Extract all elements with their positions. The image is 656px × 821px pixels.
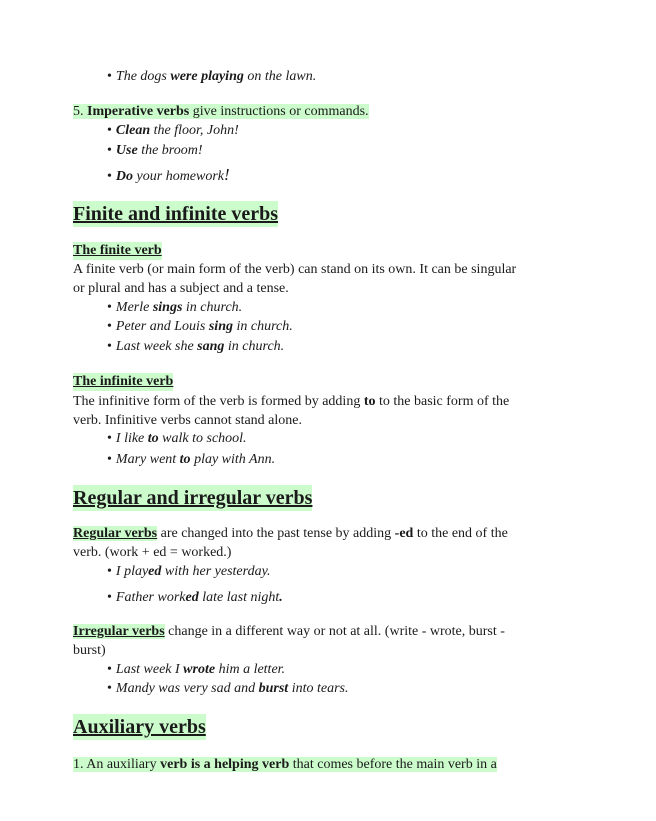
example-bullet: • Last week I wrote him a letter. xyxy=(107,662,286,677)
paragraph-line: A finite verb (or main form of the verb) can stand on its own. It can be singular xyxy=(73,262,517,277)
paragraph-line: The infinitive form of the verb is formed by adding to to the basic form of the xyxy=(73,394,510,409)
example-bullet: • The dogs were playing on the lawn. xyxy=(107,69,317,84)
regular-verbs-term: Regular verbs xyxy=(73,526,158,541)
example-bullet: • I played with her yesterday. xyxy=(107,564,271,579)
example-bullet: • Do your homework! xyxy=(107,165,230,184)
imperative-definition: 5. Imperative verbs give instructions or commands. xyxy=(73,104,369,119)
paragraph-line: Regular verbs are changed into the past tense by adding -ed to the end of the xyxy=(73,526,508,541)
paragraph-line: verb. (work + ed = worked.) xyxy=(73,545,232,560)
paragraph-line: verb. Infinitive verbs cannot stand alone. xyxy=(73,413,302,428)
example-bullet: • Mandy was very sad and burst into tears. xyxy=(107,681,349,696)
example-bullet: • Use the broom! xyxy=(107,143,203,158)
paragraph-line: or plural and has a subject and a tense. xyxy=(73,281,289,296)
example-bullet: • Merle sings in church. xyxy=(107,300,243,315)
section-heading-auxiliary: Auxiliary verbs xyxy=(73,716,206,738)
subheading-finite-verb: The finite verb xyxy=(73,243,162,258)
example-bullet: • Mary went to play with Ann. xyxy=(107,452,276,467)
irregular-verbs-term: Irregular verbs xyxy=(73,624,165,639)
paragraph-line: Irregular verbs change in a different way or not at all. (write - wrote, burst - xyxy=(73,624,505,639)
example-bullet: • Last week she sang in church. xyxy=(107,339,285,354)
example-bullet: • Peter and Louis sing in church. xyxy=(107,319,293,334)
example-bullet: • Father worked late last night. xyxy=(107,590,283,605)
subheading-infinite-verb: The infinite verb xyxy=(73,374,174,389)
example-bullet: • I like to walk to school. xyxy=(107,431,247,446)
paragraph-line: 1. An auxiliary verb is a helping verb that comes before the main verb in a xyxy=(73,757,497,772)
paragraph-line: burst) xyxy=(73,643,106,658)
section-heading-regular-irregular: Regular and irregular verbs xyxy=(73,487,313,509)
example-bullet: • Clean the floor, John! xyxy=(107,123,239,138)
section-heading-finite-infinite: Finite and infinite verbs xyxy=(73,203,279,225)
